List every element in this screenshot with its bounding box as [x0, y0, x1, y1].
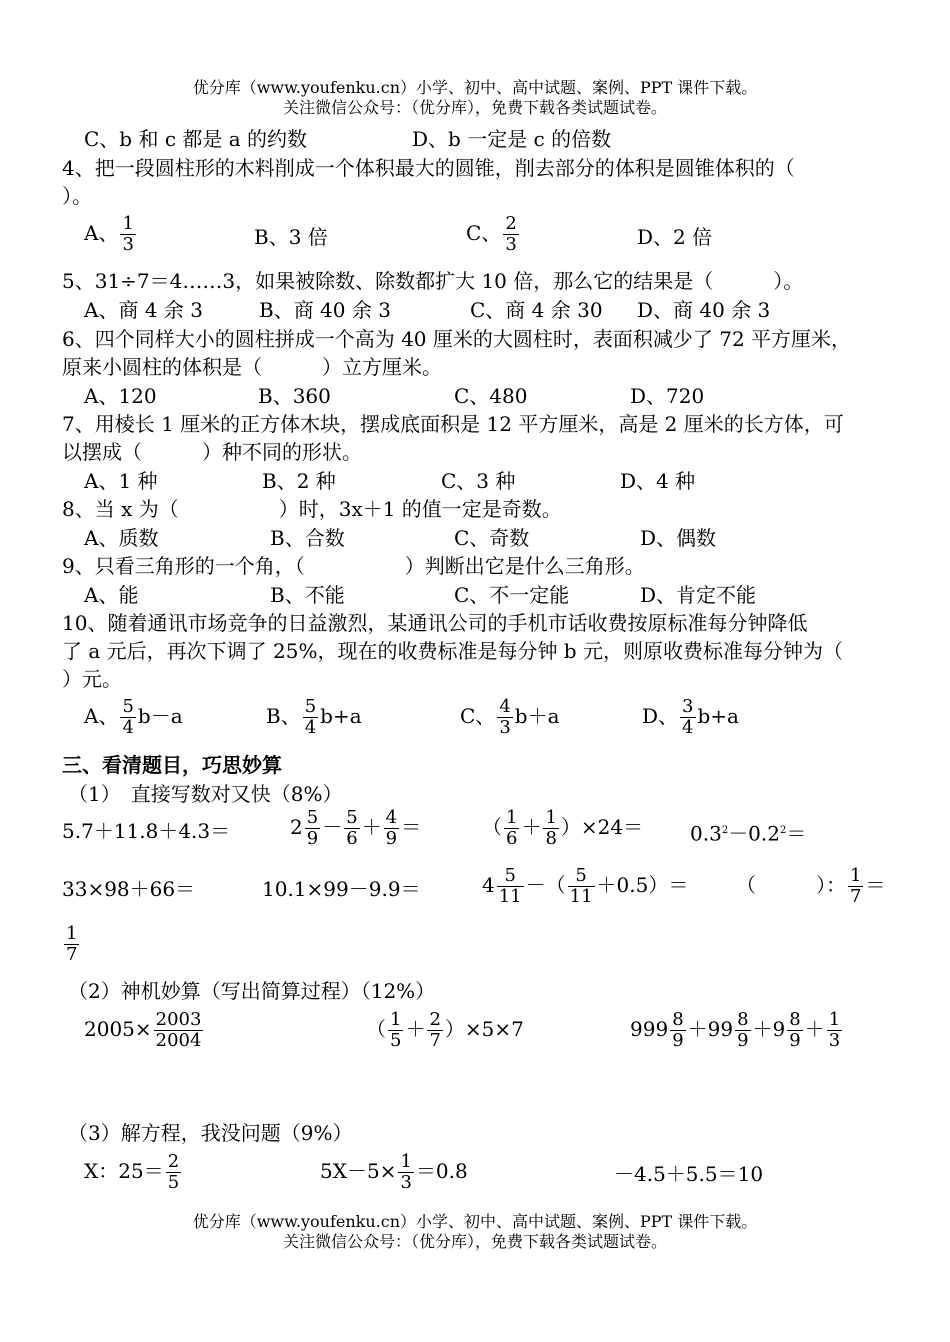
q4-text-1: 4、把一段圆柱形的木料削成一个体积最大的圆锥，削去部分的体积是圆锥体积的（	[62, 156, 795, 180]
expr-5: 33×98＋66＝	[62, 877, 196, 901]
expr-7: 4 $\frac{5}{11}$ －（ $\frac{5}{11}$ ＋0.5）＝	[482, 865, 689, 907]
fraction: $\frac{8}{9}$	[789, 1009, 801, 1051]
fraction: $\frac{5}{9}$	[306, 807, 319, 849]
fraction: $\frac{1}{3}$	[828, 1009, 841, 1051]
expr-8: （ ）： $\frac{1}{7}$ ＝	[736, 865, 886, 907]
q10-option-b: B、 $\frac{5}{4}$ b+a	[266, 696, 362, 738]
expr-3: （ $\frac{1}{6}$ ＋ $\frac{1}{8}$ ）×24＝	[482, 807, 644, 849]
fraction: $\frac{8}{9}$	[737, 1009, 749, 1051]
q6-text-1: 6、四个同样大小的圆柱拼成一个高为 40 厘米的大圆柱时，表面积减少了 72 平方厘米，	[62, 327, 852, 351]
fraction: $\frac{4}{3}$	[499, 696, 511, 738]
q10-option-d: D、 $\frac{3}{4}$ b+a	[642, 696, 739, 738]
header-line-2: 关注微信公众号：（优分库），免费下载各类试题试卷。	[282, 98, 667, 117]
q9-option-b: B、不能	[270, 583, 345, 607]
header-line-1: 优分库（www.youfenku.cn）小学、初中、高中试题、案例、PPT 课件下载。	[192, 78, 758, 97]
expr-6: 10.1×99－9.9＝	[262, 877, 421, 901]
q7-option-d: D、4 种	[620, 469, 696, 493]
fraction: $\frac{5}{4}$	[304, 696, 317, 738]
q10-text-2: 了 a 元后，再次下调了 25%，现在的收费标准是每分钟 b 元，则原收费标准每分钟为（	[62, 639, 843, 663]
q5-text: 5、31÷7＝4……3，如果被除数、除数都扩大 10 倍，那么它的结果是（ ）。	[62, 269, 804, 293]
fraction: $\frac{4}{9}$	[385, 807, 398, 849]
fraction: $\frac{2}{5}$	[167, 1151, 180, 1193]
q8-option-a: A、质数	[84, 526, 159, 550]
fraction: $\frac{2}{3}$	[505, 213, 517, 255]
q10-text-1: 10、随着通讯市场竞争的日益激烈，某通讯公司的手机市话收费按原标准每分钟降低	[62, 611, 808, 635]
fraction: $\frac{3}{4}$	[682, 696, 694, 738]
q6-option-d: D、720	[630, 384, 705, 408]
calc-1: 2005× $\frac{2003}{2004}$	[84, 1009, 202, 1051]
q8-text: 8、当 x 为（ ）时，3x＋1 的值一定是奇数。	[62, 497, 562, 521]
fraction: $\frac{2}{7}$	[429, 1009, 441, 1051]
fraction: $\frac{1}{8}$	[545, 807, 557, 849]
q3-option-d: D、b 一定是 c 的倍数	[412, 127, 612, 151]
q4-option-c: C、 $\frac{2}{3}$	[466, 213, 517, 255]
q9-option-c: C、不一定能	[454, 583, 570, 607]
fraction: $\frac{1}{6}$	[506, 807, 518, 849]
q6-option-b: B、360	[258, 384, 331, 408]
q9-option-a: A、能	[84, 583, 139, 607]
part-2-title: （2）神机妙算（写出简算过程）（12%）	[68, 979, 436, 1003]
fraction: $\frac{8}{9}$	[672, 1009, 684, 1051]
q7-option-a: A、1 种	[84, 469, 158, 493]
fraction: $\frac{1}{5}$	[390, 1009, 402, 1051]
equation-1: X：25＝ $\frac{2}{5}$	[84, 1151, 180, 1193]
q5-option-c: C、商 4 余 30	[470, 298, 603, 322]
q6-text-2: 原来小圆柱的体积是（ ）立方厘米。	[62, 355, 442, 379]
q7-option-c: C、3 种	[441, 469, 516, 493]
q8-option-d: D、偶数	[640, 526, 717, 550]
section-3-title: 三、看清题目，巧思妙算	[62, 753, 282, 777]
q8-option-c: C、奇数	[454, 526, 530, 550]
fraction: $\frac{5}{4}$	[122, 696, 134, 738]
footer-line-2: 关注微信公众号：（优分库），免费下载各类试题试卷。	[282, 1232, 667, 1251]
expr-4: $0.3^2-0.2^2=$	[690, 821, 807, 846]
part-3-title: （3）解方程，我没问题（9%）	[68, 1121, 353, 1145]
fraction: $\frac{1}{3}$	[400, 1151, 412, 1193]
expr-8-wrap	[62, 924, 81, 965]
fraction: $\frac{5}{11}$	[498, 865, 522, 907]
q5-option-b: B、商 40 余 3	[259, 298, 391, 322]
q4-option-d: D、2 倍	[637, 225, 713, 249]
q7-text-2: 以摆成（ ）种不同的形状。	[62, 440, 362, 464]
q8-option-b: B、合数	[270, 526, 345, 550]
q7-option-b: B、2 种	[262, 469, 336, 493]
q9-text: 9、只看三角形的一个角，（ ）判断出它是什么三角形。	[62, 554, 645, 578]
q4-option-a: A、 $\frac{1}{3}$	[84, 213, 134, 255]
q4-text-2: ）。	[62, 184, 92, 208]
q4-option-b: B、3 倍	[254, 225, 328, 249]
q10-option-c: C、 $\frac{4}{3}$ b＋a	[460, 696, 560, 738]
fraction: $\frac{2003}{2004}$	[155, 1009, 202, 1051]
q5-option-a: A、商 4 余 3	[84, 298, 203, 322]
q7-text-1: 7、用棱长 1 厘米的正方体木块，摆成底面积是 12 平方厘米，高是 2 厘米的长方体，可	[62, 412, 844, 436]
equation-3: －4.5＋5.5＝10	[614, 1162, 764, 1186]
fraction: $\frac{1}{3}$	[122, 213, 134, 255]
fraction: $\frac{5}{11}$	[569, 865, 593, 907]
q9-option-d: D、肯定不能	[640, 583, 757, 607]
calc-3: 999 $\frac{8}{9}$ ＋99 $\frac{8}{9}$ ＋9 $\frac{8}{9}$ ＋ $\frac{1}{3}$	[630, 1009, 841, 1051]
part-1-title: （1） 直接写数对又快（8%）	[68, 782, 343, 806]
q6-option-c: C、480	[454, 384, 528, 408]
expr-1: 5.7＋11.8＋4.3＝	[62, 819, 231, 843]
expr-2: 2 $\frac{5}{9}$ － $\frac{5}{6}$ ＋ $\frac{4}{9}$ ＝	[290, 807, 422, 849]
q6-option-a: A、120	[84, 384, 157, 408]
fraction: $\frac{1}{7}$	[850, 865, 862, 907]
q5-option-d: D、商 40 余 3	[637, 298, 771, 322]
calc-2: （ $\frac{1}{5}$ ＋ $\frac{2}{7}$ ）×5×7	[366, 1009, 524, 1051]
fraction: $\frac{1}{7}$	[66, 923, 78, 965]
q3-option-c: C、b 和 c 都是 a 的约数	[84, 127, 308, 151]
fraction: $\frac{5}{6}$	[346, 807, 358, 849]
footer-line-1: 优分库（www.youfenku.cn）小学、初中、高中试题、案例、PPT 课件下载。	[192, 1212, 758, 1231]
q10-option-a: A、 $\frac{5}{4}$ b－a	[84, 696, 183, 738]
equation-2: 5X－5× $\frac{1}{3}$ ＝0.8	[320, 1151, 468, 1193]
q10-text-3: ）元。	[62, 667, 122, 691]
